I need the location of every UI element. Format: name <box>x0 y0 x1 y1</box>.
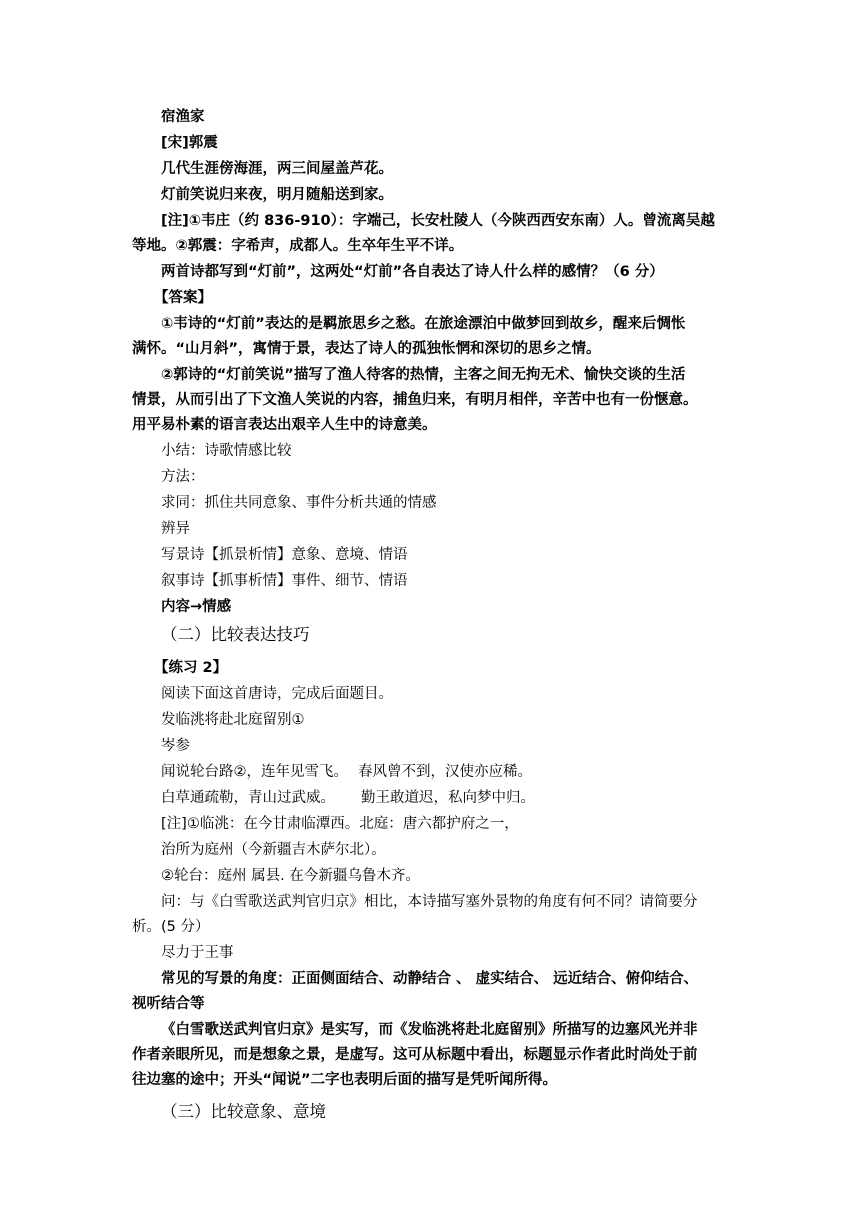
poem-line-1: 几代生涯傍海涯，两三间屋盖芦花。 <box>161 161 393 177</box>
practice-label: 【练习 2】 <box>154 660 228 676</box>
analysis-line-3: 往边塞的途中；开头“闻说”二字也表明后面的描写是凭听闻所得。 <box>132 1072 558 1088</box>
question-1: 两首诗都写到“灯前”，这两处“灯前”各自表达了诗人什么样的感情？（6 分） <box>161 264 664 280</box>
section-heading-2: （二）比较表达技巧 <box>161 625 310 644</box>
practice-hint: 尽力于王事 <box>161 945 234 961</box>
answer-label: 【答案】 <box>154 290 212 306</box>
answer-p1-line-2: 满怀。“山月斜”，寓情于景，表达了诗人的孤独怅惘和深切的思乡之情。 <box>132 341 601 357</box>
practice-poem-line-1 <box>161 763 532 781</box>
practice-instruction: 阅读下面这首唐诗，完成后面题目。 <box>161 686 393 702</box>
summary-narrative-poem: 叙事诗【抓事析情】事件、细节、情语 <box>161 573 408 589</box>
poem-title: 宿渔家 <box>161 109 205 125</box>
angles-line-2: 视听结合等 <box>132 996 205 1012</box>
summary-method: 方法： <box>161 469 205 485</box>
notes-line-2: 等地。②郭震：字希声，成都人。生卒年生平不详。 <box>132 238 464 254</box>
practice-note-1: [注]①临洮：在今甘肃临潭西。北庭：唐六都护府之一， <box>161 816 519 832</box>
summary-title: 小结：诗歌情感比较 <box>161 443 292 459</box>
practice-note-2: 治所为庭州（今新疆吉木萨尔北）。 <box>161 842 386 858</box>
practice-note-3: ②轮台：庭州 属县. 在今新疆乌鲁木齐。 <box>161 868 420 884</box>
summary-seek-same: 求同：抓住共同意象、事件分析共通的情感 <box>161 495 437 511</box>
answer-p1-line-1: ①韦诗的“灯前”表达的是羁旅思乡之愁。在旅途漂泊中做梦回到故乡，醒来后惆怅 <box>161 316 686 332</box>
notes-line-1: [注]①韦庄（约 836-910）：字端己，长安杜陵人（今陕西西安东南）人。曾流离吴越 <box>161 213 715 229</box>
summary-scenery-poem: 写景诗【抓景析情】意象、意境、情语 <box>161 547 408 563</box>
answer-p2-line-1: ②郭诗的“灯前笑说”描写了渔人待客的热情，主客之间无拘无术、愉快交谈的生活 <box>161 367 686 383</box>
practice-poem-author: 岑参 <box>161 738 190 754</box>
practice-poem-line-2a: 白草通疏勒，青山过武威。 <box>161 790 335 806</box>
poem-line-2: 灯前笑说归来夜，明月随船送到家。 <box>161 187 393 203</box>
analysis-line-2: 作者亲眼所见，而是想象之景，是虚写。这可从标题中看出，标题显示作者此时尚处于前 <box>132 1047 698 1063</box>
practice-question-line-1: 问：与《白雪歌送武判官归京》相比，本诗描写塞外景物的角度有何不同？请简要分 <box>161 894 698 910</box>
angles-line-1: 常见的写景的角度：正面侧面结合、动静结合 、 虚实结合、 远近结合、俯仰结合、 <box>161 971 699 987</box>
practice-poem-line-1a: 闻说轮台路②，连年见雪飞。 <box>161 764 348 780</box>
practice-question-line-2: 析。(5 分） <box>132 919 210 935</box>
summary-content-emotion: 内容→情感 <box>161 599 232 615</box>
answer-p2-line-2: 情景，从而引出了下文渔人笑说的内容，捕鱼归来，有明月相伴，辛苦中也有一份惬意。 <box>132 392 698 408</box>
practice-poem-line-2b: 勤王敢道迟，私向梦中归。 <box>361 790 535 806</box>
practice-poem-line-2 <box>161 789 535 807</box>
section-heading-3: （三）比较意象、意境 <box>161 1102 326 1121</box>
practice-poem-title: 发临洮将赴北庭留别① <box>161 712 305 728</box>
practice-poem-line-1b: 春风曾不到，汉使亦应稀。 <box>358 764 532 780</box>
answer-p2-line-3: 用平易朴素的语言表达出艰辛人生中的诗意美。 <box>132 417 437 433</box>
summary-distinguish: 辨异 <box>161 521 190 537</box>
analysis-line-1: 《白雪歌送武判官归京》是实写，而《发临洮将赴北庭留别》所描写的边塞风光并非 <box>161 1022 698 1038</box>
poem-author: [宋]郭震 <box>161 135 218 151</box>
